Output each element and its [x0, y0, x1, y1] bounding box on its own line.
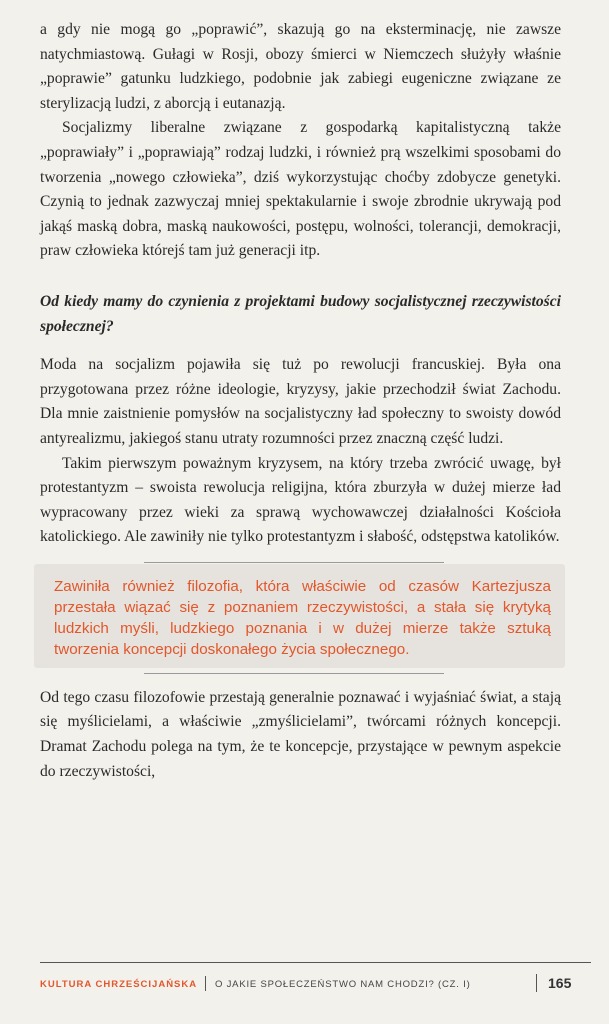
pull-quote-top-rule: [144, 562, 444, 563]
page-number: 165: [548, 975, 572, 991]
footer-rule: [40, 962, 591, 963]
page-footer: [40, 962, 591, 1003]
footer-brand: KULTURA CHRZEŚCIJAŃSKA: [40, 979, 198, 990]
paragraph-3: Moda na socjalizm pojawiła się tuż po rewolucji francuskiej. Była ona przygotowana przez różne ideologie, kryzysy, jakie przechodził świat Zachodu. Dla mnie zaistnienie pomysłów na socjalistyczny ład społeczny to swoisty dowód antyrealizmu, jakiegoś stanu utraty rozumności przez znaczną część ludzi.: [40, 356, 561, 447]
footer-separator-page: [536, 974, 537, 992]
paragraph-4: Takim pierwszym poważnym kryzysem, na który trzeba zwrócić uwagę, był protestantyzm – swoista rewolucja religijna, która zburzyła w dużej mierze ład wypracowany przez wieki za sprawą wychowawczej działalności Kościoła katolickiego. Ale zawiniły nie tylko protestantyzm i słabość, odstępstwa katolików.: [40, 454, 561, 546]
pull-quote-bottom-rule: [144, 673, 444, 674]
pull-quote-text: Zawiniła również filozofia, która właściwie od czasów Kartezjusza przestała wiązać się z poznaniem rzeczywistości, a stała się krytyką ludzkich myśli, ludzkiego poznania i w dużej mierze także sztuką tworzenia koncepcji doskonałego życia społecznego.: [54, 577, 551, 658]
paragraph-5: Od tego czasu filozofowie przestają generalnie poznawać i wyjaśniać świat, a stają się myślicielami, a właściwie „zmyślicielami”, twórcami różnych koncepcji. Dramat Zachodu polega na tym, że te koncepcje, przystające w pewnym aspekcie do rzeczywistości,: [40, 688, 561, 780]
page-body: [40, 18, 561, 784]
interview-question: Od kiedy mamy do czynienia z projektami budowy socjalistycznej rzeczywistości społecznej?: [40, 292, 561, 335]
footer-article-title: O JAKIE SPOŁECZEŃSTWO NAM CHODZI? (CZ. I): [215, 979, 471, 990]
pull-quote: [34, 564, 565, 668]
paragraph-2: Socjalizmy liberalne związane z gospodarką kapitalistyczną także „poprawiały” i „poprawiają” rodzaj ludzki, i również prą wszelkimi sposobami do tworzenia „nowego człowieka”, dziś wykorzystując choćby zdobycze genetyki. Czynią to jednak zazwyczaj mniej spektakularnie i swoje zbrodnie ukrywają pod jakąś maską dobra, maską naukowości, postępu, wolności, tolerancji, demokracji, praw człowieka którejś tam już generacji itp.: [40, 119, 561, 260]
paragraph-1: a gdy nie mogą go „poprawić”, skazują go na eksterminację, nie zawsze natychmiastową. Gułagi w Rosji, obozy śmierci w Niemczech służyły właśnie „poprawie” gatunku ludzkiego, podobnie jak zabiegi eugeniczne związane ze sterylizacją ludzi, z aborcją i eutanazją.: [40, 21, 561, 112]
footer-separator: [205, 976, 206, 991]
